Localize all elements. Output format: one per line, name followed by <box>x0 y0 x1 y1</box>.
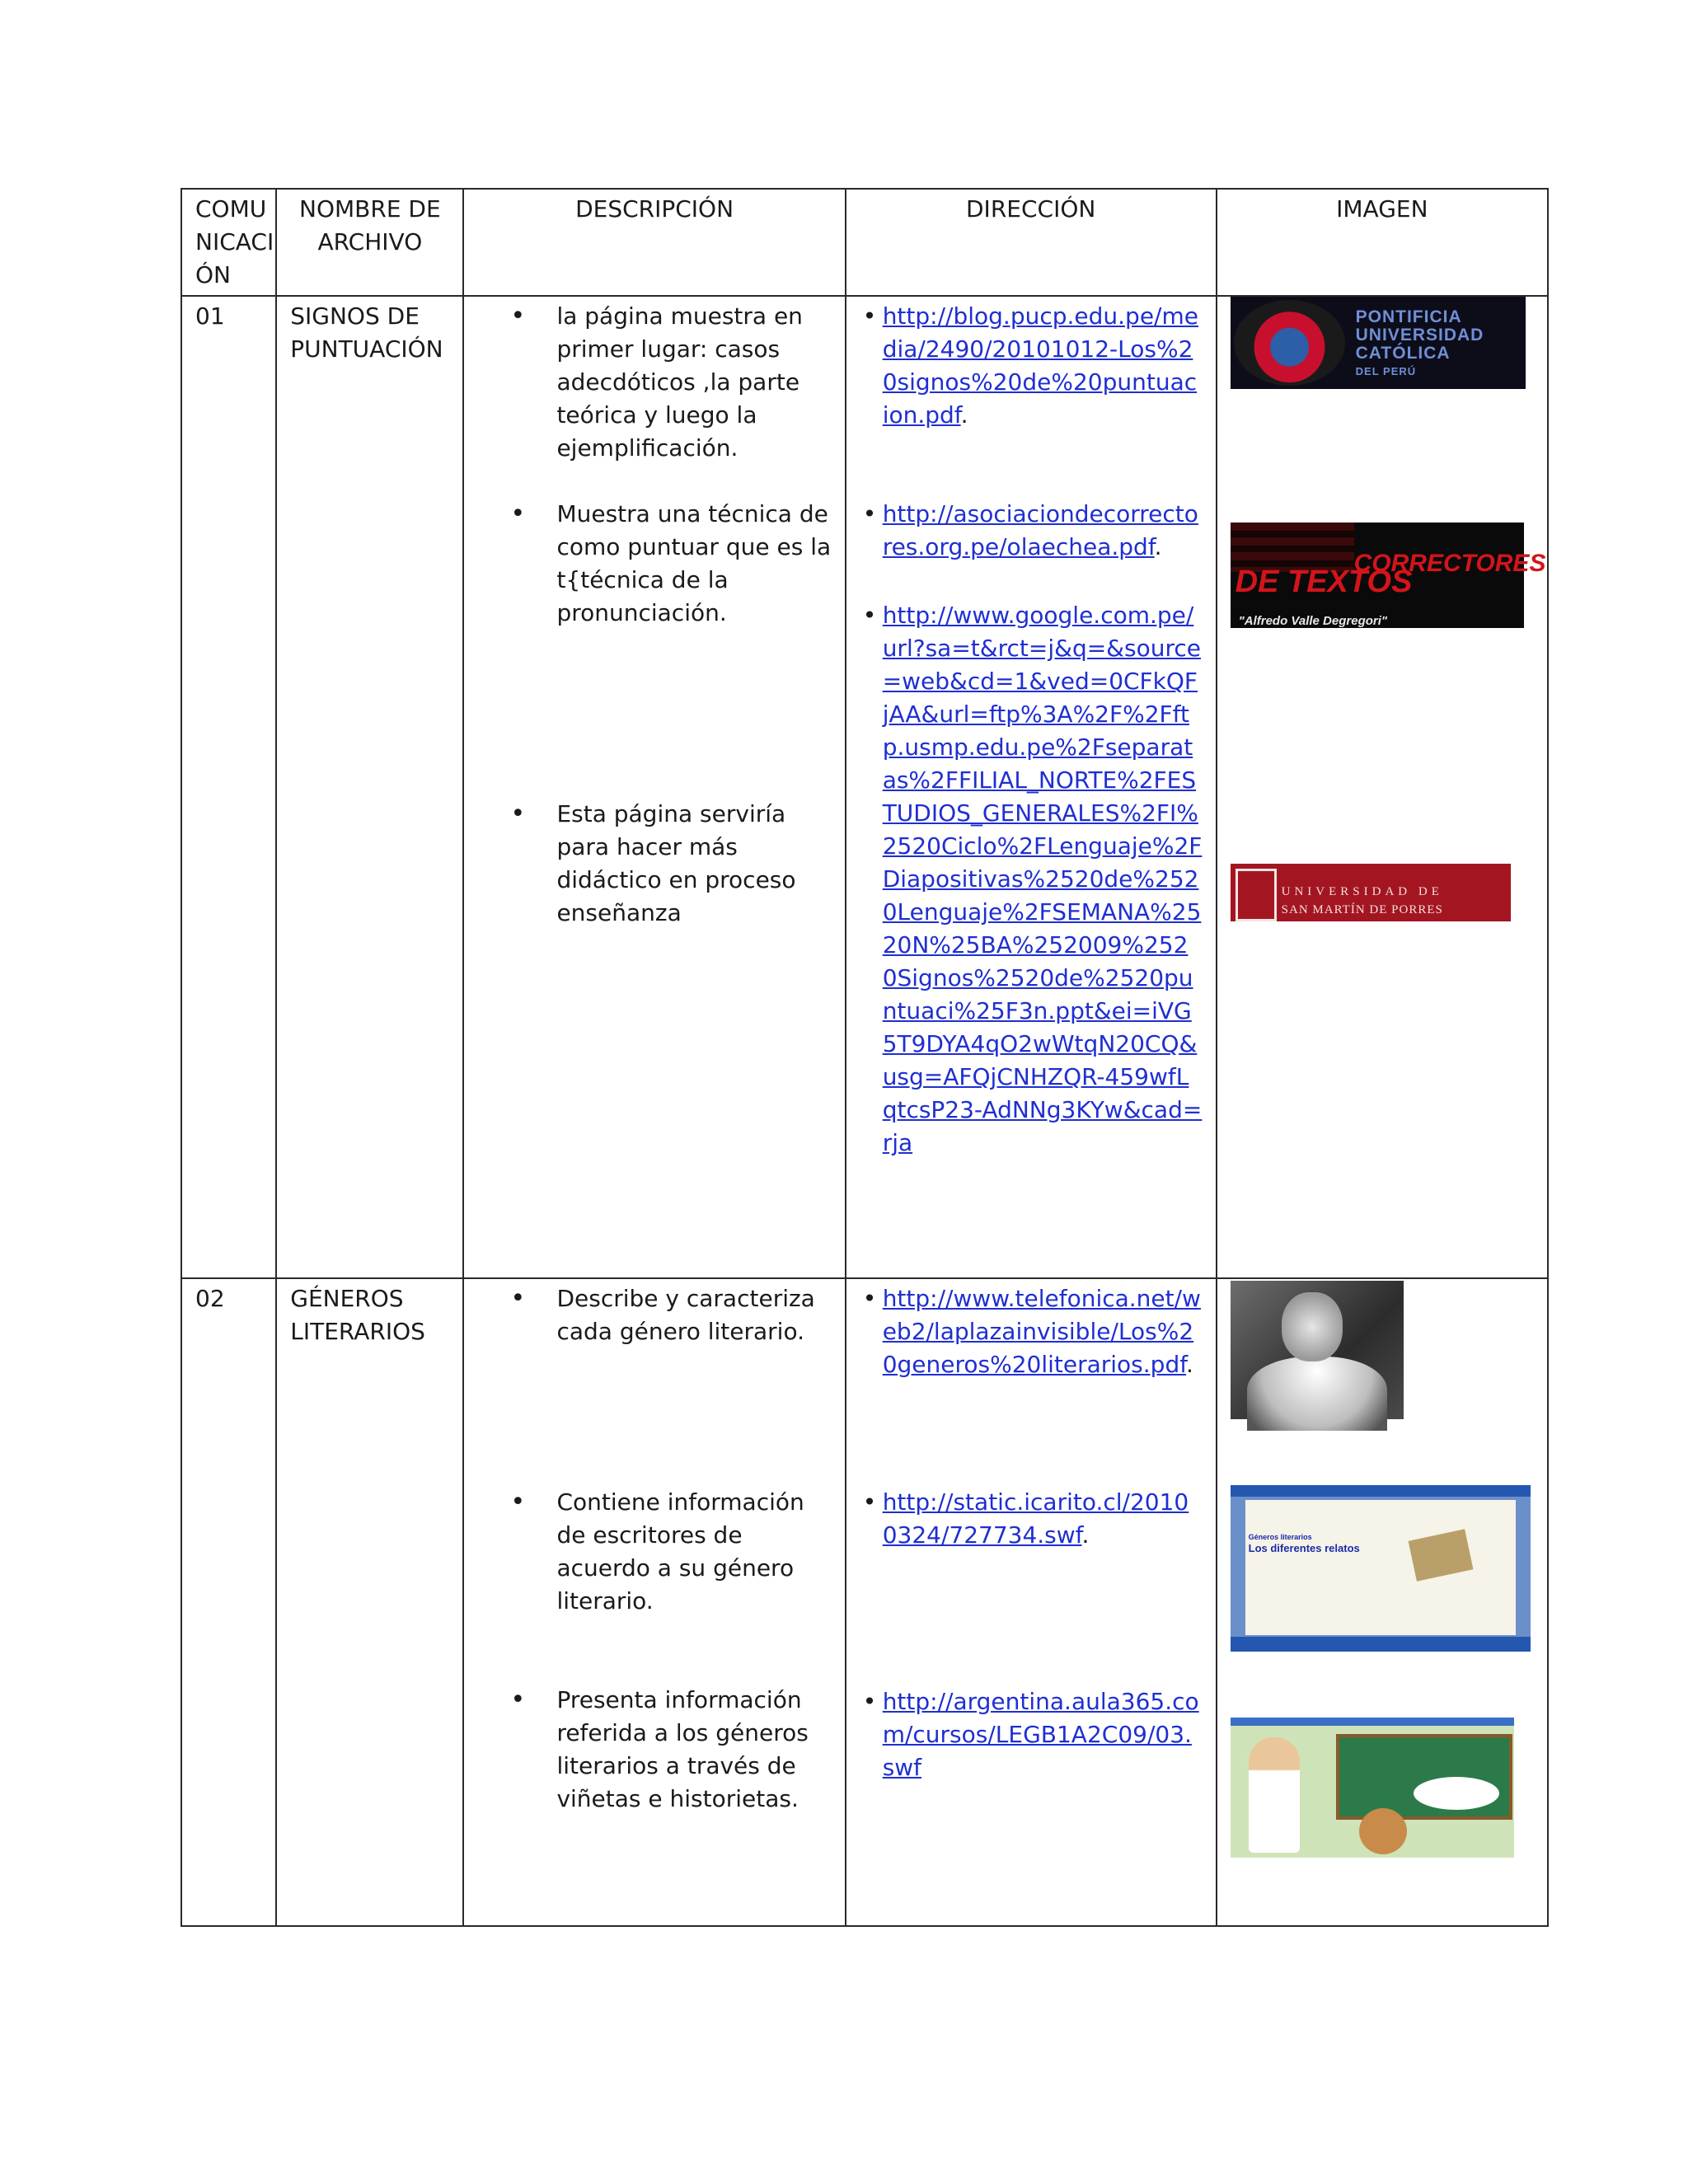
description-cell <box>463 296 845 1278</box>
writer-portrait-photo-icon <box>1231 1281 1404 1419</box>
header-nombre-archivo: NOMBRE DE ARCHIVO <box>276 189 463 296</box>
description-item: • Describe y caracteriza cada género literario. <box>510 1282 831 1348</box>
file-name: SIGNOS DE PUNTUACIÓN <box>276 296 463 1278</box>
link-item <box>860 599 1203 1160</box>
resource-link[interactable]: http://www.telefonica.net/web2/laplazainvisible/Los%20generos%20literarios.pdf <box>882 1285 1201 1378</box>
image-cell <box>1217 296 1548 1278</box>
correctores-logo-icon: CORRECTORES DE TEXTOS "Alfredo Valle Degregori" <box>1231 523 1524 628</box>
header-direccion: DIRECCIÓN <box>846 189 1217 296</box>
resource-link[interactable]: http://blog.pucp.edu.pe/media/2490/20101012-Los%20signos%20de%20puntuacion.pdf <box>882 302 1198 429</box>
resources-table <box>181 188 1549 1927</box>
description-item: • Presenta información referida a los géneros literarios a través de viñetas e historietas. <box>510 1684 831 1816</box>
link-item: • http://www.telefonica.net/web2/laplazainvisible/Los%20generos%20literarios.pdf. <box>860 1282 1203 1381</box>
description-item: • Esta página serviría para hacer más didáctico en proceso enseñanza <box>510 798 831 930</box>
image-cell <box>1217 1278 1548 1926</box>
row-number: 01 <box>181 296 276 1278</box>
generos-screenshot-icon: Géneros literarios Los diferentes relatos <box>1231 1485 1531 1652</box>
header-imagen: IMAGEN <box>1217 189 1548 296</box>
resource-link[interactable]: http://www.google.com.pe/url?sa=t&rct=j&q=&source=web&cd=1&ved=0CFkQFjAA&url=ftp%3A%2F%2Fftp.usmp.edu.pe%2Fseparatas%2FFILIAL_NORTE%2FESTUDIOS_GENERALES%2FI%2520Ciclo%2FLenguaje%2FDiapositivas%2520de%2520Lenguaje%2FSEMANA%2520N%25BA%252009%2520Signos%2520de%2520puntuaci%25F3n.ppt&ei=iVG5T9DYA4qO2wWtqN20CQ&usg=AFQjCNHZQR-459wfLqtcsP23-AdNNg3KYw&cad=rja <box>882 602 1203 1156</box>
link-item <box>860 1685 1203 1784</box>
address-cell <box>846 1278 1217 1926</box>
description-item: • Muestra una técnica de como puntuar que es la t{técnica de la pronunciación. <box>510 498 831 630</box>
pucp-logo-icon: PONTIFICIA UNIVERSIDAD CATÓLICA DEL PERÚ <box>1231 297 1526 389</box>
header-row <box>181 189 1548 296</box>
resource-link[interactable]: http://asociaciondecorrectores.org.pe/olaechea.pdf <box>882 500 1198 560</box>
cartoon-classroom-screenshot-icon <box>1231 1718 1514 1858</box>
table-row <box>181 1278 1548 1926</box>
table-row <box>181 296 1548 1278</box>
header-descripcion: DESCRIPCIÓN <box>463 189 845 296</box>
resource-link[interactable]: http://static.icarito.cl/20100324/727734.swf <box>882 1488 1189 1549</box>
file-name: GÉNEROS LITERARIOS <box>276 1278 463 1926</box>
link-item: • http://blog.pucp.edu.pe/media/2490/20101012-Los%20signos%20de%20puntuacion.pdf. <box>860 300 1203 432</box>
link-item: • http://static.icarito.cl/20100324/727734.swf. <box>860 1486 1203 1552</box>
link-item: • http://asociaciondecorrectores.org.pe/olaechea.pdf. <box>860 498 1203 564</box>
description-item: • Contiene información de escritores de acuerdo a su género literario. <box>510 1486 831 1618</box>
usmp-logo-icon: UNIVERSIDAD DE SAN MARTÍN DE PORRES <box>1231 864 1511 921</box>
address-cell <box>846 296 1217 1278</box>
header-comunicacion: COMU NICACI ÓN <box>181 189 276 296</box>
description-item: • la página muestra en primer lugar: casos adecdóticos ,la parte teórica y luego la ejemplificación. <box>510 300 831 465</box>
row-number: 02 <box>181 1278 276 1926</box>
resource-link[interactable]: http://argentina.aula365.com/cursos/LEGB1A2C09/03.swf <box>882 1688 1199 1781</box>
description-cell <box>463 1278 845 1926</box>
